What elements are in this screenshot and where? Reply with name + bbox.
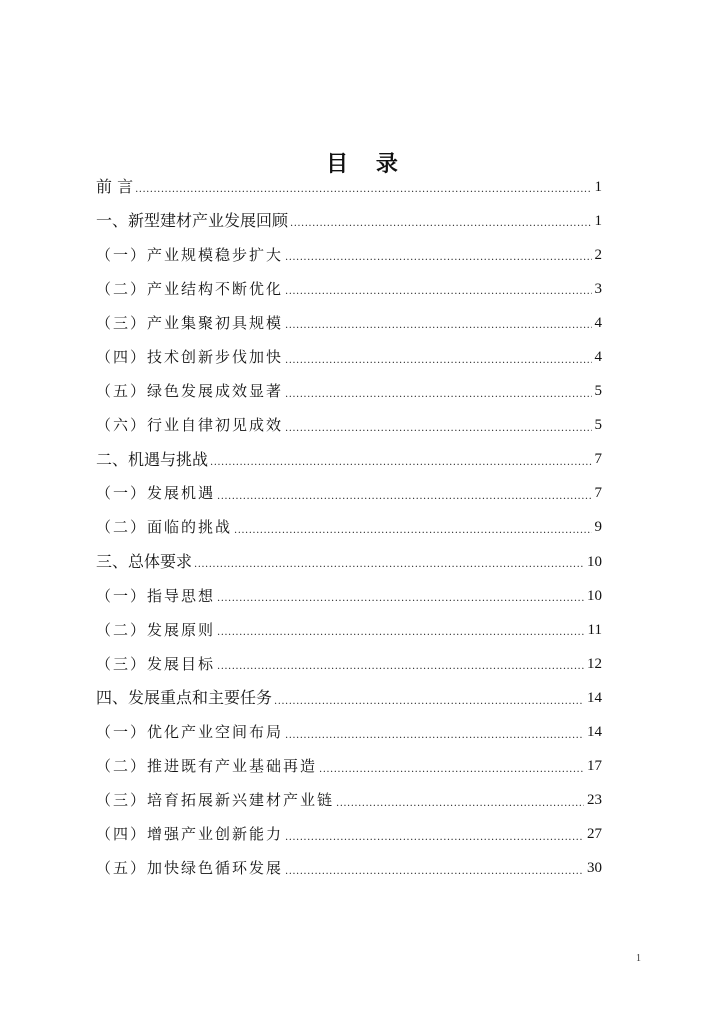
toc-entry-page: 14: [587, 689, 602, 706]
toc-entry-page: 11: [587, 621, 602, 638]
toc-entry-page: 5: [594, 383, 602, 400]
toc-entry-page: 2: [594, 246, 602, 263]
toc-entry-page: 1: [594, 212, 602, 229]
toc-leader-dots: [290, 219, 591, 238]
toc-entry-page: 4: [594, 349, 602, 366]
toc-list: [96, 170, 602, 886]
toc-leader-dots: [336, 799, 584, 818]
toc-leader-dots: [285, 731, 584, 750]
toc-entry-page: 23: [587, 792, 602, 809]
toc-entry-label: （一）优化产业空间布局: [96, 723, 284, 742]
toc-entry-section-3[interactable]: [96, 545, 602, 579]
toc-entry-label: （一）产业规模稳步扩大: [96, 245, 284, 264]
toc-entry-section-4-1[interactable]: [96, 716, 602, 750]
toc-entry-label: （三）产业集聚初具规模: [96, 313, 284, 332]
toc-entry-page: 5: [594, 417, 602, 434]
toc-leader-dots: [194, 560, 584, 579]
toc-entry-section-3-3[interactable]: [96, 647, 602, 681]
toc-entry-section-4-3[interactable]: [96, 784, 602, 818]
toc-entry-page: 1: [594, 178, 602, 195]
toc-leader-dots: [285, 424, 591, 443]
toc-entry-label: （三）培育拓展新兴建材产业链: [96, 791, 335, 810]
toc-leader-dots: [217, 492, 591, 511]
toc-entry-label: （二）面临的挑战: [96, 518, 233, 537]
toc-entry-label: （六）行业自律初见成效: [96, 416, 284, 435]
toc-title: 目 录: [326, 151, 408, 177]
toc-entry-label: 三、总体要求: [96, 552, 193, 572]
toc-entry-page: 3: [594, 280, 602, 297]
toc-leader-dots: [217, 594, 584, 613]
toc-entry-section-1-2[interactable]: [96, 272, 602, 306]
toc-entry-section-1-4[interactable]: [96, 340, 602, 374]
toc-entry-page: 14: [587, 724, 602, 741]
toc-entry-page: 27: [587, 826, 602, 843]
toc-leader-dots: [285, 867, 584, 886]
toc-entry-section-4-5[interactable]: [96, 852, 602, 886]
toc-entry-label: 一、新型建材产业发展回顾: [96, 211, 289, 231]
toc-leader-dots: [217, 662, 584, 681]
toc-entry-section-2-2[interactable]: [96, 511, 602, 545]
toc-entry-label: （一）发展机遇: [96, 484, 216, 503]
toc-entry-label: （五）绿色发展成效显著: [96, 382, 284, 401]
toc-entry-label: （一）指导思想: [96, 586, 216, 605]
toc-entry-section-3-2[interactable]: [96, 613, 602, 647]
toc-entry-section-2[interactable]: [96, 443, 602, 477]
toc-entry-page: 4: [594, 314, 602, 331]
toc-leader-dots: [285, 253, 591, 272]
toc-entry-page: 7: [594, 485, 602, 502]
toc-entry-section-1-1[interactable]: [96, 238, 602, 272]
toc-entry-label: （四）增强产业创新能力: [96, 825, 284, 844]
toc-leader-dots: [285, 833, 584, 852]
toc-entry-page: 30: [587, 860, 602, 877]
toc-entry-section-2-1[interactable]: [96, 477, 602, 511]
toc-entry-label: （四）技术创新步伐加快: [96, 348, 284, 367]
toc-leader-dots: [285, 287, 591, 306]
toc-leader-dots: [217, 628, 585, 647]
toc-leader-dots: [210, 458, 591, 477]
toc-entry-section-4[interactable]: [96, 681, 602, 715]
toc-entry-page: 9: [594, 519, 602, 536]
toc-entry-label: 二、机遇与挑战: [96, 449, 209, 469]
toc-entry-label: （二）产业结构不断优化: [96, 279, 284, 298]
toc-entry-label: （二）推进既有产业基础再造: [96, 757, 318, 776]
toc-leader-dots: [234, 526, 591, 545]
toc-leader-dots: [285, 390, 591, 409]
toc-leader-dots: [274, 697, 584, 716]
toc-entry-page: 12: [587, 655, 602, 672]
toc-entry-page: 10: [587, 553, 602, 570]
toc-entry-page: 17: [587, 758, 602, 775]
toc-leader-dots: [319, 765, 584, 784]
toc-entry-page: 7: [594, 451, 602, 468]
toc-entry-section-1-6[interactable]: [96, 409, 602, 443]
toc-entry-label: （三）发展目标: [96, 654, 216, 673]
toc-entry-label: （二）发展原则: [96, 620, 216, 639]
toc-entry-section-3-1[interactable]: [96, 579, 602, 613]
toc-entry-preface[interactable]: [96, 170, 602, 204]
toc-leader-dots: [135, 185, 591, 204]
toc-entry-label: （五）加快绿色循环发展: [96, 859, 284, 878]
toc-entry-section-1-3[interactable]: [96, 306, 602, 340]
toc-leader-dots: [285, 321, 591, 340]
toc-entry-section-4-2[interactable]: [96, 750, 602, 784]
toc-entry-section-1[interactable]: [96, 204, 602, 238]
page-number: 1: [636, 953, 641, 964]
toc-entry-section-4-4[interactable]: [96, 818, 602, 852]
toc-entry-section-1-5[interactable]: [96, 375, 602, 409]
toc-leader-dots: [285, 356, 591, 375]
toc-entry-label: 前 言: [96, 177, 134, 197]
toc-entry-page: 10: [587, 587, 602, 604]
toc-entry-label: 四、发展重点和主要任务: [96, 688, 273, 708]
